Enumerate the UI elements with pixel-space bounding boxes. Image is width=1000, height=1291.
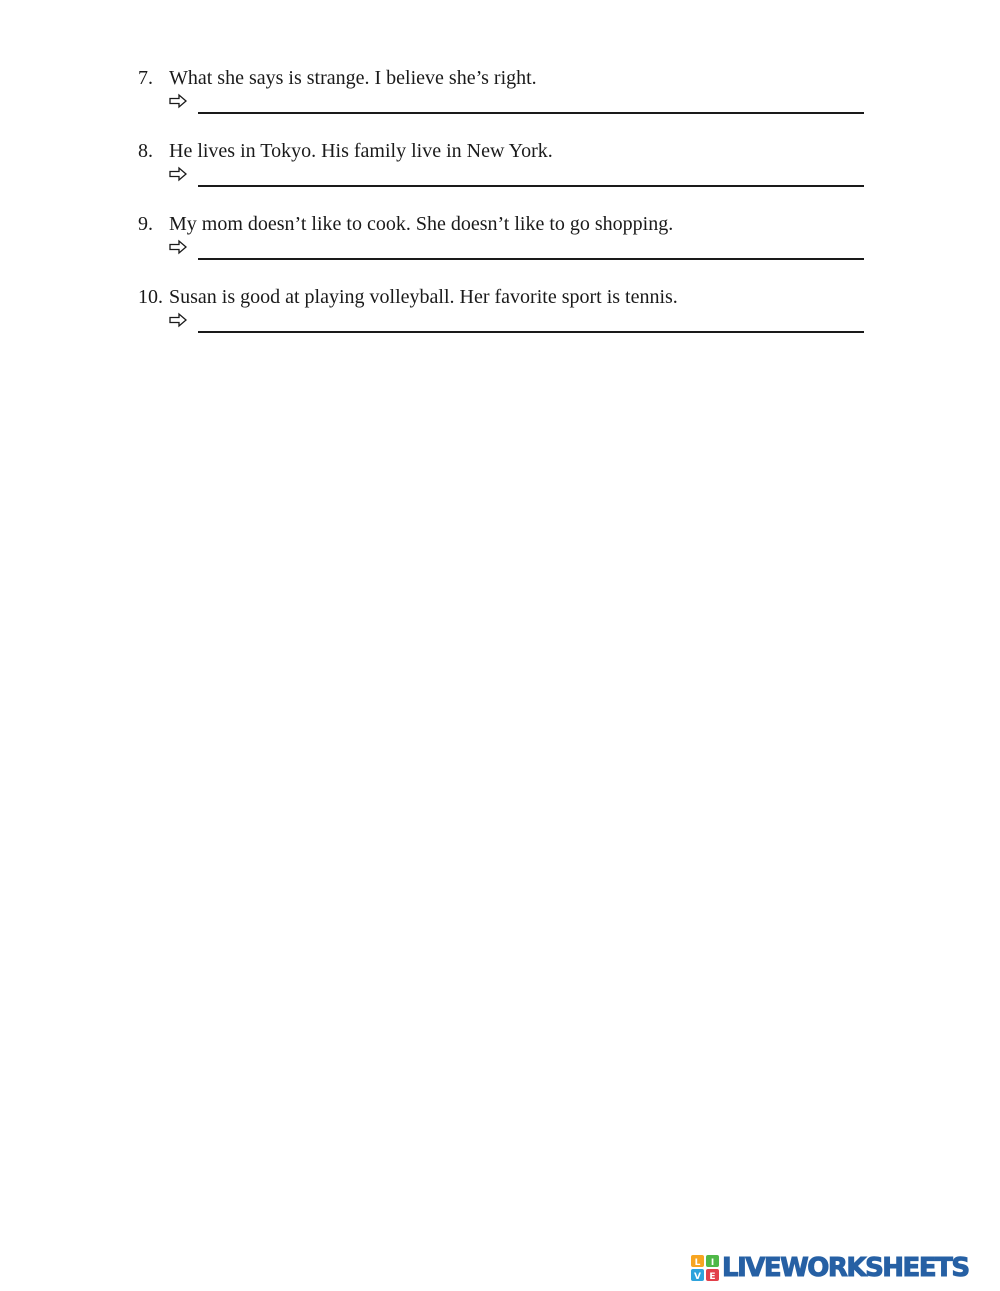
question-text: What she says is strange. I believe she’s right. bbox=[169, 67, 537, 89]
answer-line bbox=[198, 112, 864, 114]
answer-input[interactable] bbox=[198, 88, 864, 112]
question-text: He lives in Tokyo. His family live in New York. bbox=[169, 140, 553, 162]
question-8 bbox=[138, 139, 878, 209]
question-number: 10. bbox=[138, 286, 163, 308]
svg-text:L: L bbox=[694, 1258, 701, 1268]
liveworksheets-logo bbox=[690, 1252, 992, 1284]
logo-text: LIVEWORKSHEETS bbox=[722, 1253, 969, 1283]
answer-input[interactable] bbox=[198, 234, 864, 258]
question-number: 8. bbox=[138, 140, 153, 162]
right-arrow-icon bbox=[169, 166, 187, 182]
answer-input[interactable] bbox=[198, 307, 864, 331]
question-text: My mom doesn’t like to cook. She doesn’t like to go shopping. bbox=[169, 213, 674, 235]
answer-line bbox=[198, 258, 864, 260]
question-9 bbox=[138, 212, 878, 282]
question-10 bbox=[138, 285, 878, 355]
answer-line bbox=[198, 331, 864, 333]
answer-line bbox=[198, 185, 864, 187]
right-arrow-icon bbox=[169, 239, 187, 255]
question-7 bbox=[138, 66, 878, 136]
svg-text:I: I bbox=[710, 1258, 715, 1268]
logo-mark-icon bbox=[690, 1254, 720, 1282]
answer-input[interactable] bbox=[198, 161, 864, 185]
svg-text:E: E bbox=[709, 1272, 716, 1282]
question-number: 9. bbox=[138, 213, 153, 235]
question-number: 7. bbox=[138, 67, 153, 89]
question-text: Susan is good at playing volleyball. Her favorite sport is tennis. bbox=[169, 286, 678, 308]
right-arrow-icon bbox=[169, 312, 187, 328]
right-arrow-icon bbox=[169, 93, 187, 109]
svg-text:V: V bbox=[694, 1272, 701, 1282]
